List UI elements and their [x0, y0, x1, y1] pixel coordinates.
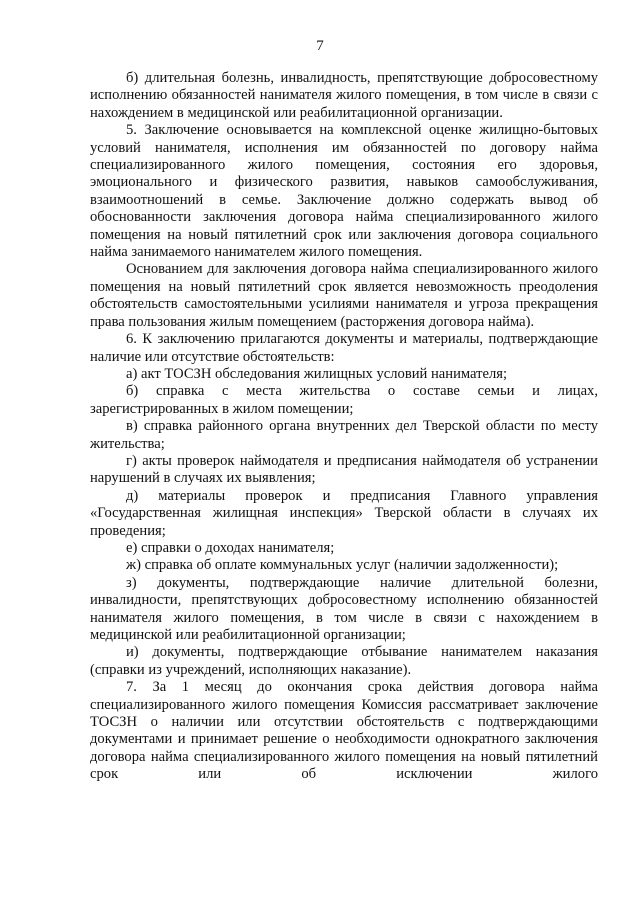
list-item-i: и) документы, подтверждающие отбывание нанимателем наказания (справки из учреждений, исполняющих наказание).: [90, 644, 598, 678]
list-item-d: д) материалы проверок и предписания Главного управления «Государственная жилищная инспекция» Тверской области в случаях их проведения;: [90, 487, 598, 539]
paragraph-7: 7. За 1 месяц до окончания срока действия договора найма специализированного жилого помещения Комиссия рассматривает заключение ТОСЗН о наличии или отсутствии обстоятельств с подтверждающими документами и принимает решение о необходимости однократного заключения договора найма специализированного жилого помещения на новый пятилетний срок или об исключении жилого: [90, 679, 598, 783]
list-item-a: а) акт ТОСЗН обследования жилищных условий нанимателя;: [126, 365, 508, 382]
paragraph-5: 5. Заключение основывается на комплексной оценке жилищно-бытовых условий нанимателя, исполнения им обязанностей по договору найма специализированного жилого помещения, состояния его здоровья, эмоционального и физического развития, навыков самообслуживания, взаимоотношений в семье. Заключение должно содержать вывод об обоснованности заключения договора найма специализированного жилого помещения на новый пятилетний срок или заключения договора социального найма занимаемого нанимателем жилого помещения.: [90, 122, 598, 261]
paragraph-6b: б) длительная болезнь, инвалидность, препятствующие добросовестному исполнению обязанностей нанимателя жилого помещения, в том числе в связи с нахождением в медицинской или реабилитационной организации.: [90, 70, 598, 121]
paragraph-grounds: Основанием для заключения договора найма специализированного жилого помещения на новый пятилетний срок является невозможность преодоления обстоятельств самостоятельными усилиями нанимателя и угроза прекращения права пользования жилым помещением (расторжения договора найма).: [90, 261, 598, 330]
page-number: 7: [316, 38, 324, 54]
list-item-e: е) справки о доходах нанимателя;: [126, 539, 335, 556]
list-item-zh: ж) справка об оплате коммунальных услуг (наличии задолженности);: [126, 557, 559, 574]
list-item-z: з) документы, подтверждающие наличие длительной болезни, инвалидности, препятствующих добросовестному исполнению обязанностей нанимателя жилого помещения, в том числе в связи с нахождением в медицинской или реабилитационной организации;: [90, 574, 598, 643]
paragraph-6: 6. К заключению прилагаются документы и материалы, подтверждающие наличие или отсутствие обстоятельств:: [90, 331, 598, 365]
list-item-b: б) справка с места жительства о составе семьи и лицах, зарегистрированных в жилом помещении;: [90, 383, 598, 417]
list-item-v: в) справка районного органа внутренних дел Тверской области по месту жительства;: [90, 418, 598, 452]
document-body: [90, 70, 598, 784]
list-item-g: г) акты проверок наймодателя и предписания наймодателя об устранении нарушений в случаях их выявления;: [90, 452, 598, 487]
